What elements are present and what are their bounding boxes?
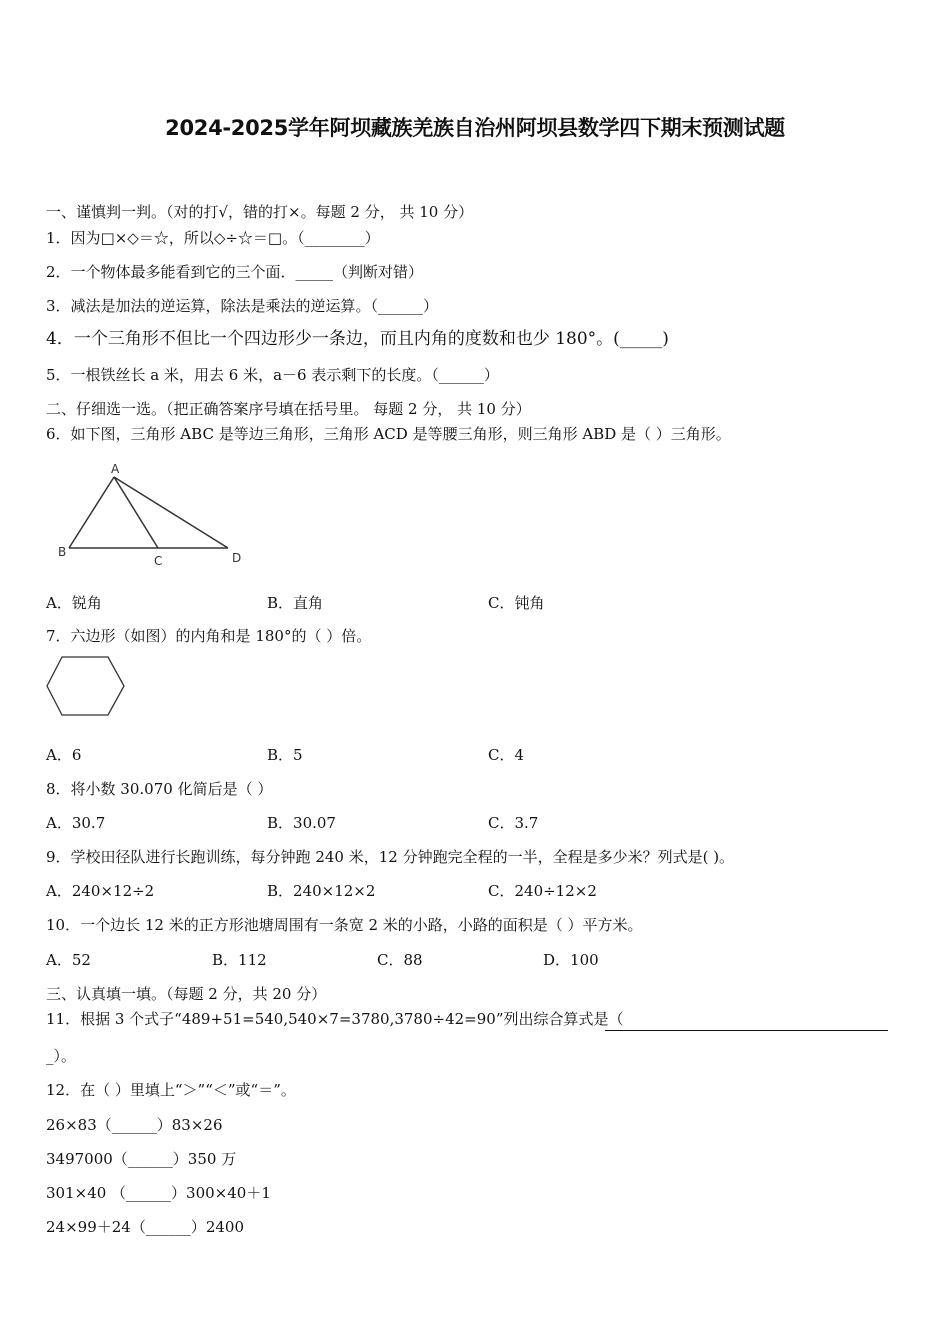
question-7: 7．六边形（如图）的内角和是 180°的（ ）倍。 <box>46 627 372 645</box>
line-ac <box>114 477 158 548</box>
section-1-header: 一、谨慎判一判。（对的打√，错的打×。每题 2 分， 共 10 分） <box>46 203 474 221</box>
triangle-lines <box>69 477 228 548</box>
question-3: 3．减法是加法的逆运算，除法是乘法的逆运算。（______） <box>46 297 439 315</box>
section-2-header: 二、仔细选一选。（把正确答案序号填在括号里。 每题 2 分， 共 10 分） <box>46 400 531 418</box>
q6-option-b: B．直角 <box>267 594 324 612</box>
question-10: 10．一个边长 12 米的正方形池塘周围有一条宽 2 米的小路，小路的面积是（ ）平方米。 <box>46 916 643 934</box>
question-2: 2．一个物体最多能看到它的三个面．_____（判断对错） <box>46 263 424 281</box>
q10-option-d: D．100 <box>543 951 599 969</box>
question-8: 8．将小数 30.070 化简后是（ ） <box>46 780 273 798</box>
hexagon-figure <box>45 655 127 719</box>
q10-option-a: A．52 <box>46 951 91 969</box>
question-6: 6．如下图，三角形 ABC 是等边三角形，三角形 ACD 是等腰三角形，则三角形 ABD 是（ ）三角形。 <box>46 425 731 443</box>
q6-option-c: C．钝角 <box>488 594 545 612</box>
q7-option-b: B．5 <box>267 746 303 764</box>
q6-option-a: A．锐角 <box>46 594 102 612</box>
line-ad <box>114 477 228 548</box>
q7-option-c: C．4 <box>488 746 525 764</box>
q12-item-1: 26×83（______）83×26 <box>46 1116 223 1134</box>
triangle-figure <box>50 458 260 573</box>
label-d: D <box>232 551 242 565</box>
hexagon-shape <box>47 657 124 715</box>
q12-item-2: 3497000（______）350 万 <box>46 1150 237 1168</box>
q8-option-b: B．30.07 <box>267 814 336 832</box>
question-12: 12．在（ ）里填上“＞”“＜”或“＝”。 <box>46 1081 296 1099</box>
question-11: 11．根据 3 个式子“489+51=540,540×7=3780,3780÷42=90”列出综合算式是（ <box>46 1010 624 1028</box>
q7-option-a: A．6 <box>46 746 82 764</box>
q8-option-a: A．30.7 <box>46 814 106 832</box>
line-ab <box>69 477 114 548</box>
q11-answer-blank <box>605 1030 888 1031</box>
page-title: 2024-2025学年阿坝藏族羌族自治州阿坝县数学四下期末预测试题 <box>165 116 785 140</box>
label-b: B <box>58 545 67 559</box>
question-1: 1．因为□×◇＝☆，所以◇÷☆＝□。（________） <box>46 229 380 247</box>
question-4: 4．一个三角形不但比一个四边形少一条边，而且内角的度数和也少 180°。(_____) <box>46 329 669 349</box>
q10-option-c: C．88 <box>377 951 423 969</box>
question-11-end: _）。 <box>46 1047 77 1065</box>
q10-option-b: B．112 <box>212 951 267 969</box>
label-c: C <box>154 554 163 568</box>
q8-option-c: C．3.7 <box>488 814 539 832</box>
q9-option-c: C．240÷12×2 <box>488 882 597 900</box>
q9-option-a: A．240×12÷2 <box>46 882 155 900</box>
section-3-header: 三、认真填一填。（每题 2 分，共 20 分） <box>46 985 327 1003</box>
question-5: 5．一根铁丝长 a 米，用去 6 米，a－6 表示剩下的长度。（______） <box>46 366 499 384</box>
question-9: 9．学校田径队进行长跑训练，每分钟跑 240 米，12 分钟跑完全程的一半，全程是多少米？列式是( )。 <box>46 848 735 866</box>
q12-item-4: 24×99＋24（______）2400 <box>46 1218 245 1236</box>
q12-item-3: 301×40 （______）300×40＋1 <box>46 1184 271 1202</box>
label-a: A <box>111 462 120 476</box>
q9-option-b: B．240×12×2 <box>267 882 376 900</box>
